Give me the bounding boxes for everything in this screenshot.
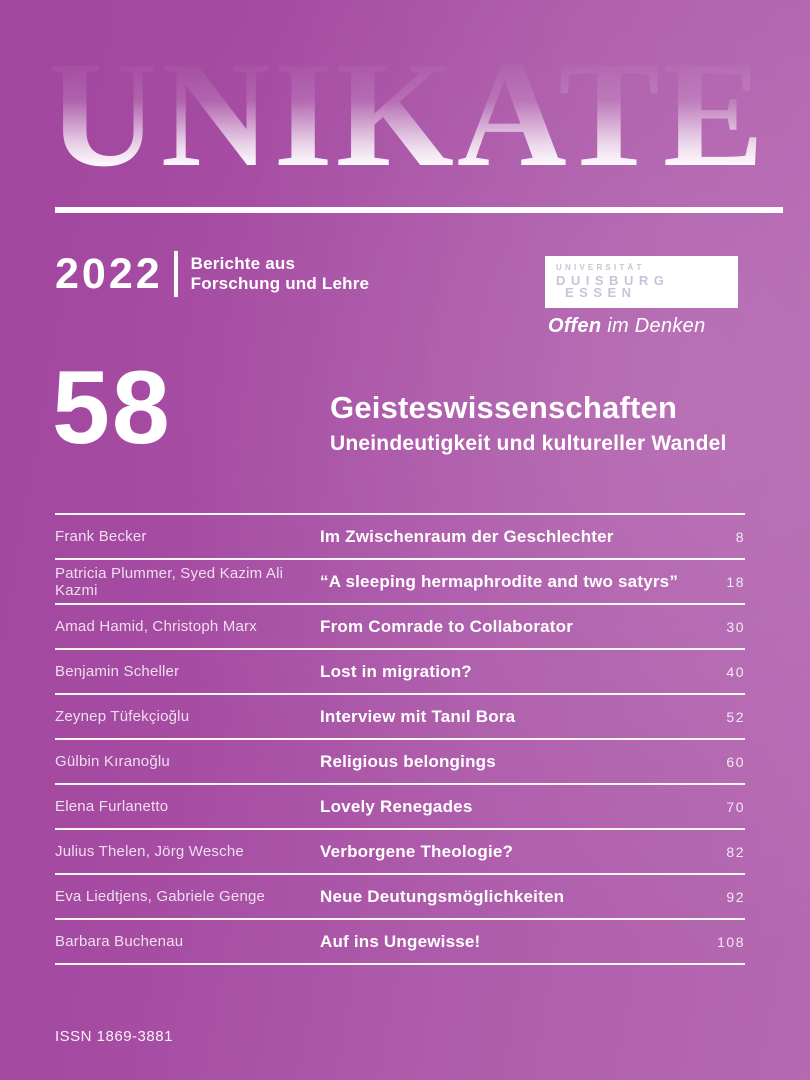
university-tagline-bold: Offen (548, 315, 602, 337)
magazine-title: UNIKATE (48, 30, 788, 198)
series-subtitle-line2: Forschung und Lehre (190, 274, 370, 293)
toc-author: Elena Furlanetto (55, 798, 169, 815)
toc-article-title: Lost in migration? (320, 661, 472, 681)
series-subtitle-line1: Berichte aus (190, 254, 296, 273)
toc-author: Barbara Buchenau (55, 933, 184, 950)
toc-author: Eva Liedtjens, Gabriele Genge (55, 888, 266, 905)
toc-author: Gülbin Kıranoğlu (55, 753, 170, 770)
toc-author: Frank Becker (55, 528, 147, 545)
toc-row (55, 875, 745, 920)
toc-article-title: Verborgene Theologie? (320, 841, 514, 861)
toc-row (55, 695, 745, 740)
toc-page-number: 60 (726, 753, 745, 770)
toc-row (55, 740, 745, 785)
toc-page-number: 92 (726, 888, 745, 905)
issue-subtitle: Uneindeutigkeit und kultureller Wandel (330, 432, 727, 455)
toc-article-title: “A sleeping hermaphrodite and two satyrs” (320, 571, 679, 591)
toc-row (55, 830, 745, 875)
university-logo-line3: ESSEN (565, 285, 637, 300)
issue-title: Geisteswissenschaften (330, 390, 678, 425)
toc-row (55, 515, 745, 560)
toc-page-number: 8 (735, 528, 745, 545)
toc-article-title: Interview mit Tanıl Bora (320, 706, 516, 726)
toc-author: Patricia Plummer, Syed Kazim Ali Kazmi (55, 564, 284, 599)
toc-row (55, 920, 745, 965)
masthead-underline (55, 207, 783, 213)
toc-author: Zeynep Tüfekçioğlu (55, 708, 190, 725)
series-subtitle (191, 254, 370, 294)
university-tagline-rest: im Denken (601, 315, 706, 337)
toc-row (55, 650, 745, 695)
university-logo-line1: UNIVERSITÄT (556, 263, 645, 272)
publication-year: 2022 (55, 249, 163, 298)
toc-author: Julius Thelen, Jörg Wesche (55, 843, 244, 860)
year-band (55, 251, 369, 297)
toc-row (55, 605, 745, 650)
toc-article-title: Religious belongings (320, 751, 496, 771)
toc-page-number: 52 (726, 708, 745, 725)
toc-article-title: Im Zwischenraum der Geschlechter (320, 526, 614, 546)
toc-page-number: 108 (717, 933, 745, 950)
toc-author: Amad Hamid, Christoph Marx (55, 618, 257, 635)
toc-page-number: 18 (726, 573, 745, 590)
toc-page-number: 30 (726, 618, 745, 635)
toc-row (55, 560, 745, 605)
toc-article-title: Auf ins Ungewisse! (320, 931, 481, 951)
toc-page-number: 40 (726, 663, 745, 680)
table-of-contents (55, 513, 745, 965)
toc-article-title: Neue Deutungsmöglichkeiten (320, 886, 565, 906)
toc-row (55, 785, 745, 830)
issue-number: 58 (52, 350, 172, 466)
toc-author: Benjamin Scheller (55, 663, 180, 680)
vertical-divider (174, 251, 178, 297)
issn-label: ISSN 1869-3881 (55, 1028, 173, 1045)
toc-page-number: 82 (726, 843, 745, 860)
toc-article-title: Lovely Renegades (320, 796, 473, 816)
toc-page-number: 70 (726, 798, 745, 815)
university-tagline (548, 315, 706, 338)
university-logo-line2: DUISBURG (556, 273, 670, 288)
university-logo (545, 256, 738, 308)
toc-article-title: From Comrade to Collaborator (320, 616, 574, 636)
